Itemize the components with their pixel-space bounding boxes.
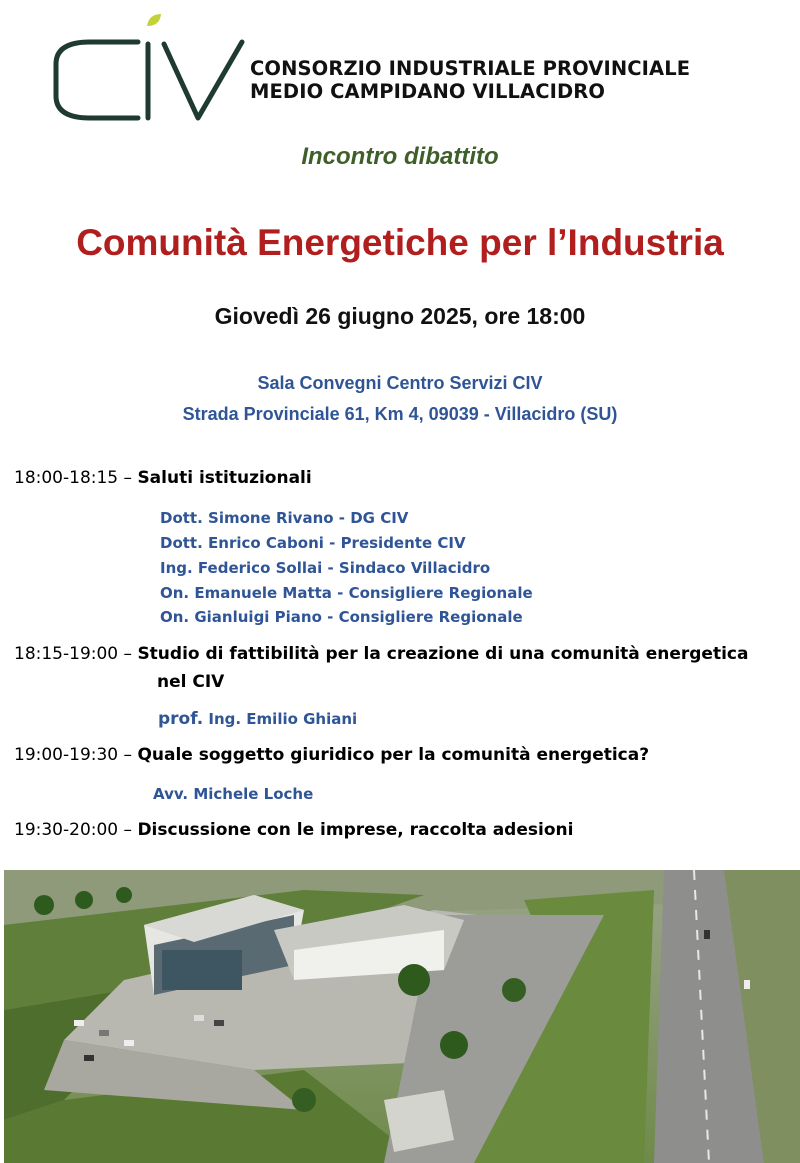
event-title: Comunità Energetiche per l’Industria — [76, 222, 724, 263]
agenda-slot-2 — [14, 644, 748, 664]
agenda-topic: Discussione con le imprese, raccolta adesioni — [137, 820, 574, 840]
speaker-item: On. Emanuele Matta - Consigliere Regionale — [160, 584, 533, 602]
agenda-topic: Studio di fattibilità per la creazione di una comunità energetica — [137, 644, 749, 664]
agenda-slot-1 — [14, 468, 312, 488]
agenda-topic-continued: nel CIV — [157, 672, 225, 692]
agenda-time: 19:30-20:00 – — [14, 820, 138, 840]
event-date: Giovedì 26 giugno 2025, ore 18:00 — [214, 303, 586, 329]
speaker-item: Avv. Michele Loche — [153, 785, 314, 803]
agenda-time: 18:00-18:15 – — [14, 468, 138, 488]
org-name-line1: CONSORZIO INDUSTRIALE PROVINCIALE — [250, 57, 691, 80]
agenda-time: 18:15-19:00 – — [14, 644, 138, 664]
agenda-time: 19:00-19:30 – — [14, 745, 138, 765]
organization-name — [250, 57, 690, 103]
speaker-item — [158, 709, 357, 729]
speaker-item: Dott. Enrico Caboni - Presidente CIV — [160, 534, 466, 552]
speaker-item: Dott. Simone Rivano - DG CIV — [160, 509, 409, 527]
speaker-title-prefix: prof. — [158, 709, 204, 729]
speaker-name: Ing. Emilio Ghiani — [203, 710, 358, 728]
speaker-item: Ing. Federico Sollai - Sindaco Villacidro — [160, 559, 491, 577]
agenda-slot-4 — [14, 820, 573, 840]
org-name-line2: MEDIO CAMPIDANO VILLACIDRO — [250, 80, 606, 103]
agenda-topic: Quale soggetto giuridico per la comunità energetica? — [137, 745, 650, 765]
aerial-photo-venue — [4, 870, 800, 1163]
speaker-item: On. Gianluigi Piano - Consigliere Regionale — [160, 608, 523, 626]
agenda-topic: Saluti istituzionali — [137, 468, 312, 488]
venue-name: Sala Convegni Centro Servizi CIV — [257, 373, 543, 393]
venue-address: Strada Provinciale 61, Km 4, 09039 - Villacidro (SU) — [182, 404, 618, 424]
civ-logo — [50, 12, 250, 127]
event-type: Incontro dibattito — [301, 143, 499, 170]
agenda-slot-3 — [14, 745, 649, 765]
